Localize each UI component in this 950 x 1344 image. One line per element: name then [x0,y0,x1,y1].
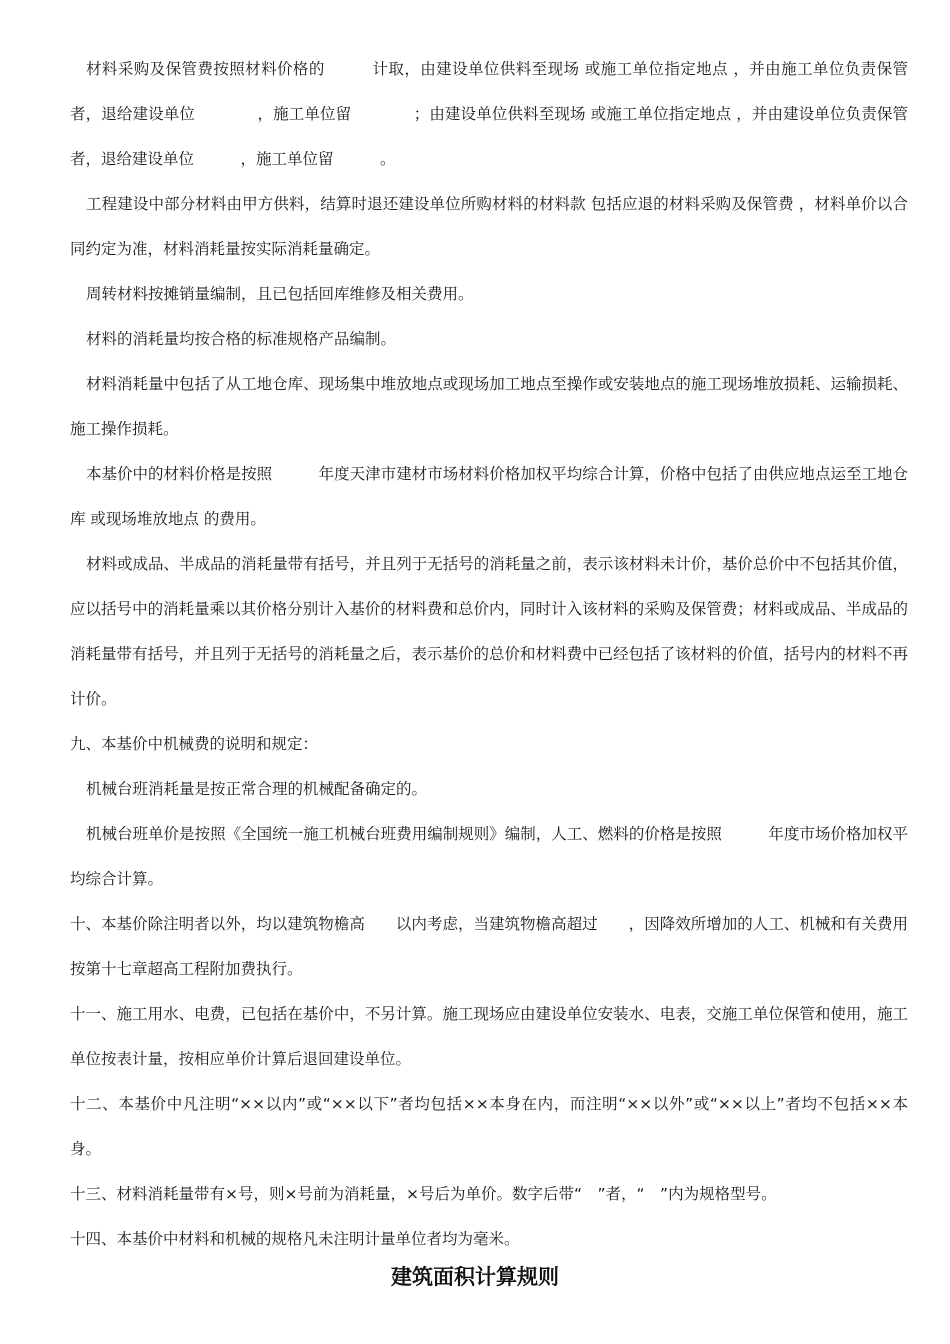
paragraph-item-thirteen-x-mark: 十三、材料消耗量带有×号，则×号前为消耗量，×号后为单价。数字后带“ ”者，“ ”内为规格型号。 [70,1185,777,1203]
section-title: 建筑面积计算规则 [391,1264,559,1289]
paragraph-item-ten-eave-height: 十、本基价除注明者以外，均以建筑物檐高 以内考虑，当建筑物檐高超过 ，因降效所增加的人工、机械和有关费用按第十七章超高工程附加费执行。 [70,915,908,978]
paragraph-standard-products: 材料的消耗量均按合格的标准规格产品编制。 [86,330,397,348]
paragraph-turnover-materials: 周转材料按摊销量编制，且已包括回库维修及相关费用。 [86,285,474,303]
paragraph-material-losses: 材料消耗量中包括了从工地仓库、现场集中堆放地点或现场加工地点至操作或安装地点的施工现场堆放损耗、运输损耗、施工操作损耗。 [70,375,908,438]
section-heading-machinery: 九、本基价中机械费的说明和规定： [70,735,319,753]
paragraph-machine-shifts: 机械台班消耗量是按正常合理的机械配备确定的。 [86,780,428,798]
paragraph-machine-shift-prices: 机械台班单价是按照《全国统一施工机械台班费用编制规则》编制，人工、燃料的价格是按照 年度市场价格加权平均综合计算。 [70,825,908,888]
paragraph-item-twelve-within-beyond: 十二、本基价中凡注明“××以内”或“××以下”者均包括××本身在内，而注明“××以外”或“××以上”者均不包括××本身。 [70,1095,908,1158]
paragraph-material-prices: 本基价中的材料价格是按照 年度天津市建材市场材料价格加权平均综合计算，价格中包括了由供应地点运至工地仓库 或现场堆放地点 的费用。 [70,465,908,528]
paragraph-owner-supplied-materials: 工程建设中部分材料由甲方供料，结算时退还建设单位所购材料的材料款 包括应退的材料采购及保管费 ，材料单价以合同约定为准，材料消耗量按实际消耗量确定。 [70,195,908,258]
paragraph-item-eleven-water-electricity: 十一、施工用水、电费，已包括在基价中，不另计算。施工现场应由建设单位安装水、电表，交施工单位保管和使用，施工单位按表计量，按相应单价计算后退回建设单位。 [70,1005,908,1068]
paragraph-item-fourteen-units: 十四、本基价中材料和机械的规格凡未注明计量单位者均为毫米。 [70,1230,520,1248]
paragraph-material-procurement-fee: 材料采购及保管费按照材料价格的 计取，由建设单位供料至现场 或施工单位指定地点 ，并由施工单位负责保管者，退给建设单位 ，施工单位留 ；由建设单位供料至现场 或施工单位指定地点 ，并由建设单位负责保管者，退给建设单位 ，施工单位留 。 [70,60,908,168]
paragraph-bracketed-consumption: 材料或成品、半成品的消耗量带有括号，并且列于无括号的消耗量之前，表示该材料未计价，基价总价中不包括其价值，应以括号中的消耗量乘以其价格分别计入基价的材料费和总价内，同时计入该材料的采购及保管费；材料或成品、半成品的消耗量带有括号，并且列于无括号的消耗量之后，表示基价的总价和材料费中已经包括了该材料的价值，括号内的材料不再计价。 [70,555,908,708]
